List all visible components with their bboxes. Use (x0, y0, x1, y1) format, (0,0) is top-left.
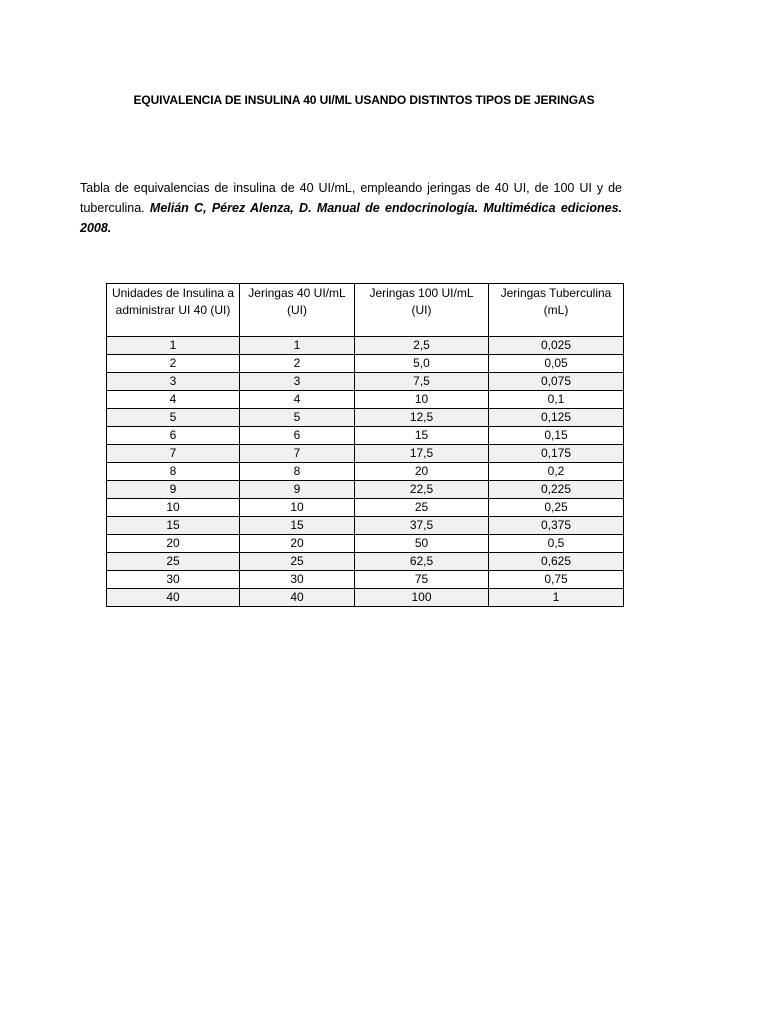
table-row (107, 337, 624, 355)
page-title: EQUIVALENCIA DE INSULINA 40 UI/ML USANDO DISTINTOS TIPOS DE JERINGAS (133, 93, 595, 107)
cell-syringe-40: 1 (240, 337, 355, 355)
cell-tuberculin: 0,225 (489, 481, 624, 499)
cell-units: 25 (107, 553, 240, 571)
cell-units: 1 (107, 337, 240, 355)
intro-text: Tabla de equivalencias de insulina de 40 UI/mL, empleando jeringas de 40 UI, de 100 UI y de tuberculina. (80, 181, 622, 215)
cell-syringe-100: 75 (355, 571, 489, 589)
cell-syringe-40: 25 (240, 553, 355, 571)
cell-syringe-100: 5,0 (355, 355, 489, 373)
cell-units: 5 (107, 409, 240, 427)
cell-units: 2 (107, 355, 240, 373)
cell-tuberculin: 1 (489, 589, 624, 607)
cell-units: 3 (107, 373, 240, 391)
table-row (107, 409, 624, 427)
table-row (107, 481, 624, 499)
table-row (107, 427, 624, 445)
table-row (107, 535, 624, 553)
cell-tuberculin: 0,625 (489, 553, 624, 571)
citation: Melián C, Pérez Alenza, D. Manual de endocrinología. Multimédica ediciones. 2008. (80, 201, 622, 235)
cell-syringe-100: 10 (355, 391, 489, 409)
cell-tuberculin: 0,05 (489, 355, 624, 373)
cell-units: 8 (107, 463, 240, 481)
cell-units: 30 (107, 571, 240, 589)
cell-tuberculin: 0,5 (489, 535, 624, 553)
table-row (107, 445, 624, 463)
table-header-row (107, 284, 624, 337)
cell-syringe-100: 50 (355, 535, 489, 553)
cell-units: 4 (107, 391, 240, 409)
cell-syringe-100: 20 (355, 463, 489, 481)
cell-units: 20 (107, 535, 240, 553)
cell-syringe-40: 3 (240, 373, 355, 391)
cell-tuberculin: 0,25 (489, 499, 624, 517)
cell-syringe-100: 25 (355, 499, 489, 517)
cell-syringe-100: 100 (355, 589, 489, 607)
column-header-units: Unidades de Insulina a administrar UI 40 (UI) (107, 284, 240, 337)
table-row (107, 355, 624, 373)
cell-syringe-40: 5 (240, 409, 355, 427)
cell-syringe-100: 15 (355, 427, 489, 445)
cell-units: 9 (107, 481, 240, 499)
cell-syringe-100: 17,5 (355, 445, 489, 463)
column-header-syringe-100: Jeringas 100 UI/mL (UI) (355, 284, 489, 337)
cell-syringe-40: 40 (240, 589, 355, 607)
table-row (107, 373, 624, 391)
table-row (107, 463, 624, 481)
cell-tuberculin: 0,15 (489, 427, 624, 445)
table-row (107, 553, 624, 571)
cell-syringe-40: 8 (240, 463, 355, 481)
table-row (107, 499, 624, 517)
cell-syringe-100: 7,5 (355, 373, 489, 391)
cell-syringe-40: 4 (240, 391, 355, 409)
cell-syringe-100: 22,5 (355, 481, 489, 499)
table-row (107, 391, 624, 409)
cell-tuberculin: 0,75 (489, 571, 624, 589)
table-row (107, 589, 624, 607)
cell-syringe-40: 2 (240, 355, 355, 373)
cell-tuberculin: 0,2 (489, 463, 624, 481)
cell-units: 15 (107, 517, 240, 535)
cell-syringe-100: 37,5 (355, 517, 489, 535)
intro-paragraph (80, 178, 622, 238)
cell-syringe-100: 12,5 (355, 409, 489, 427)
cell-syringe-100: 62,5 (355, 553, 489, 571)
cell-syringe-40: 20 (240, 535, 355, 553)
cell-syringe-40: 9 (240, 481, 355, 499)
cell-tuberculin: 0,075 (489, 373, 624, 391)
table-row (107, 571, 624, 589)
cell-tuberculin: 0,375 (489, 517, 624, 535)
column-header-tuberculin: Jeringas Tuberculina (mL) (489, 284, 624, 337)
cell-syringe-40: 6 (240, 427, 355, 445)
cell-units: 40 (107, 589, 240, 607)
cell-syringe-40: 7 (240, 445, 355, 463)
cell-units: 7 (107, 445, 240, 463)
cell-syringe-100: 2,5 (355, 337, 489, 355)
cell-tuberculin: 0,025 (489, 337, 624, 355)
cell-units: 6 (107, 427, 240, 445)
table-row (107, 517, 624, 535)
cell-tuberculin: 0,1 (489, 391, 624, 409)
equivalence-table (106, 283, 624, 607)
column-header-syringe-40: Jeringas 40 UI/mL (UI) (240, 284, 355, 337)
cell-syringe-40: 15 (240, 517, 355, 535)
cell-tuberculin: 0,175 (489, 445, 624, 463)
cell-tuberculin: 0,125 (489, 409, 624, 427)
cell-units: 10 (107, 499, 240, 517)
cell-syringe-40: 10 (240, 499, 355, 517)
cell-syringe-40: 30 (240, 571, 355, 589)
